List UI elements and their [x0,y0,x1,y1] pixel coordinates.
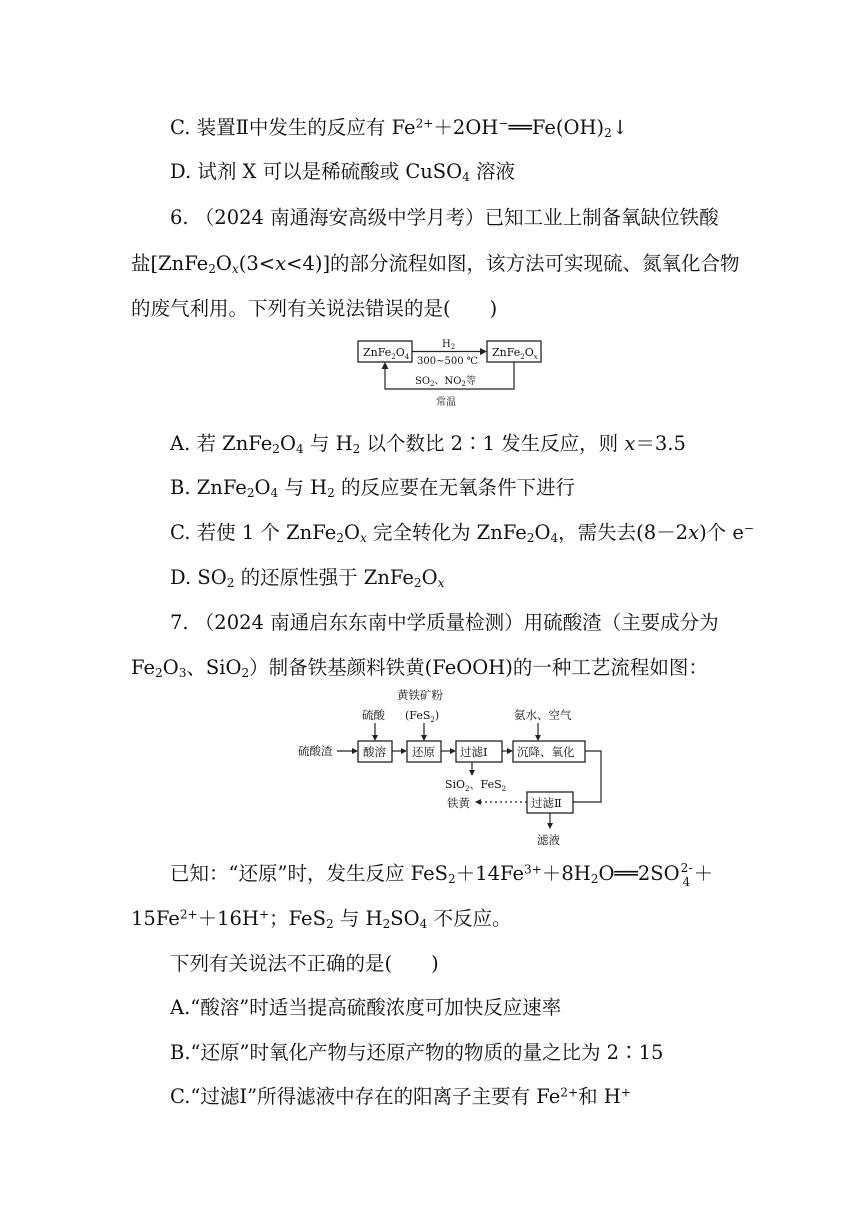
start-material-label: 硫酸渣 [298,744,333,758]
q7-option-b: B.“还原”时氧化产物与还原产物的物质的量之比为 2∶15 [170,1041,664,1064]
q6-stem-line3: 的废气利用。下列有关说法错误的是( ) [131,297,498,320]
zinc-ferrite-label: $ZnFe_2O_4$ [363,346,410,361]
arrowhead [469,770,475,776]
ammonia-air-label: 氨水、空气 [514,708,572,722]
return-arrowhead [382,362,389,369]
sulfuric-acid-label: 硫酸 [362,708,385,722]
arrowhead [547,823,553,829]
q6-option-a: A. 若 $ZnFe_2O_4$ 与 $H_2$ 以个数比 2∶1 发生反应，则 x＝3.5 [170,432,686,457]
oxygen-deficient-ferrite-label: $ZnFe_2O_x$ [492,346,538,361]
q7-option-a: A.“酸溶”时适当提高硫酸浓度可加快反应速率 [170,996,562,1019]
arrowhead [535,735,541,741]
arrowhead [475,799,481,805]
settle-oxidize-label: 沉降、氧化 [517,745,575,759]
q6-option-c: C. 若使 1 个 $ZnFe_2O_x$ 完全转化为 $ZnFe_2O_4$，需失去(8－2x)个 e− [170,521,755,546]
room-temperature-label: 常温 [436,397,456,408]
arrowhead [401,748,407,754]
q7-question: 下列有关说法不正确的是( ) [170,952,439,975]
q7-known-line2: $15Fe^{2+}+16H^+$；FeS$_2$ 与 $H_2SO_4$ 不反应。 [131,907,512,932]
pyrite-formula-label: (FeS$_2$) [405,709,440,724]
pyrite-powder-label: 黄铁矿粉 [397,688,443,702]
gas-label: $SO_2$、$NO_2$等 [415,376,476,388]
residue-label: SiO$_2$、FeS$_2$ [445,778,507,793]
q7-stem-line1: 7. （2024 南通启东东南中学质量检测）用硫酸渣（主要成分为 [170,611,719,634]
arrowhead [450,748,456,754]
q6-flow-diagram [355,336,545,412]
temperature-label: 300~500 ℃ [417,356,478,367]
reduce-label: 还原 [412,745,435,759]
filter-two-label: 过滤Ⅱ [531,796,562,810]
q6-option-b: B. $ZnFe_2O_4$ 与 $H_2$ 的反应要在无氧条件下进行 [170,476,576,501]
q7-option-c: C.“过滤Ⅰ”所得滤液中存在的阳离子主要有 $Fe^{2+}$和 H+ [170,1085,631,1108]
arrowhead [352,748,358,754]
arrowhead [421,735,427,741]
q5-option-d: D. 试剂 X 可以是稀硫酸或 CuSO$_4$ 溶液 [170,160,516,185]
filtrate-label: 滤液 [537,833,560,847]
q7-known-line1: 已知：“还原”时，发生反应 $FeS_2+14Fe^{3+}+8H_2O══2SO$ 2- 4 ＋ [170,861,714,889]
q5-option-c: C. 装置Ⅱ中发生的反应有 $Fe^{2+}+2OH^-══Fe(OH)_2↓$ [170,116,629,141]
acid-dissolve-label: 酸溶 [363,745,386,759]
q7-stem-line2: $Fe_2O_3$、SiO$_2$）制备铁基颜料铁黄(FeOOH)的一种工艺流程如图： [131,656,708,681]
forward-arrowhead [480,348,487,355]
product-label: 铁黄 [447,796,470,810]
q6-stem-line1: 6. （2024 南通海安高级中学月考）已知工业上制备氧缺位铁酸 [170,206,719,229]
arrowhead [372,735,378,741]
q6-stem-line2: 盐$[ZnFe_2O_x(3<x<4)]$的部分流程如图，该方法可实现硫、氮氧化合物 [131,252,740,277]
filter-one-label: 过滤Ⅰ [460,745,488,759]
q6-option-d: D. $SO_2$ 的还原性强于 $ZnFe_2O_x$ [170,566,445,591]
q7-process-flow [296,686,612,850]
arrowhead [507,748,513,754]
hydrogen-label: $H_2$ [442,339,456,351]
